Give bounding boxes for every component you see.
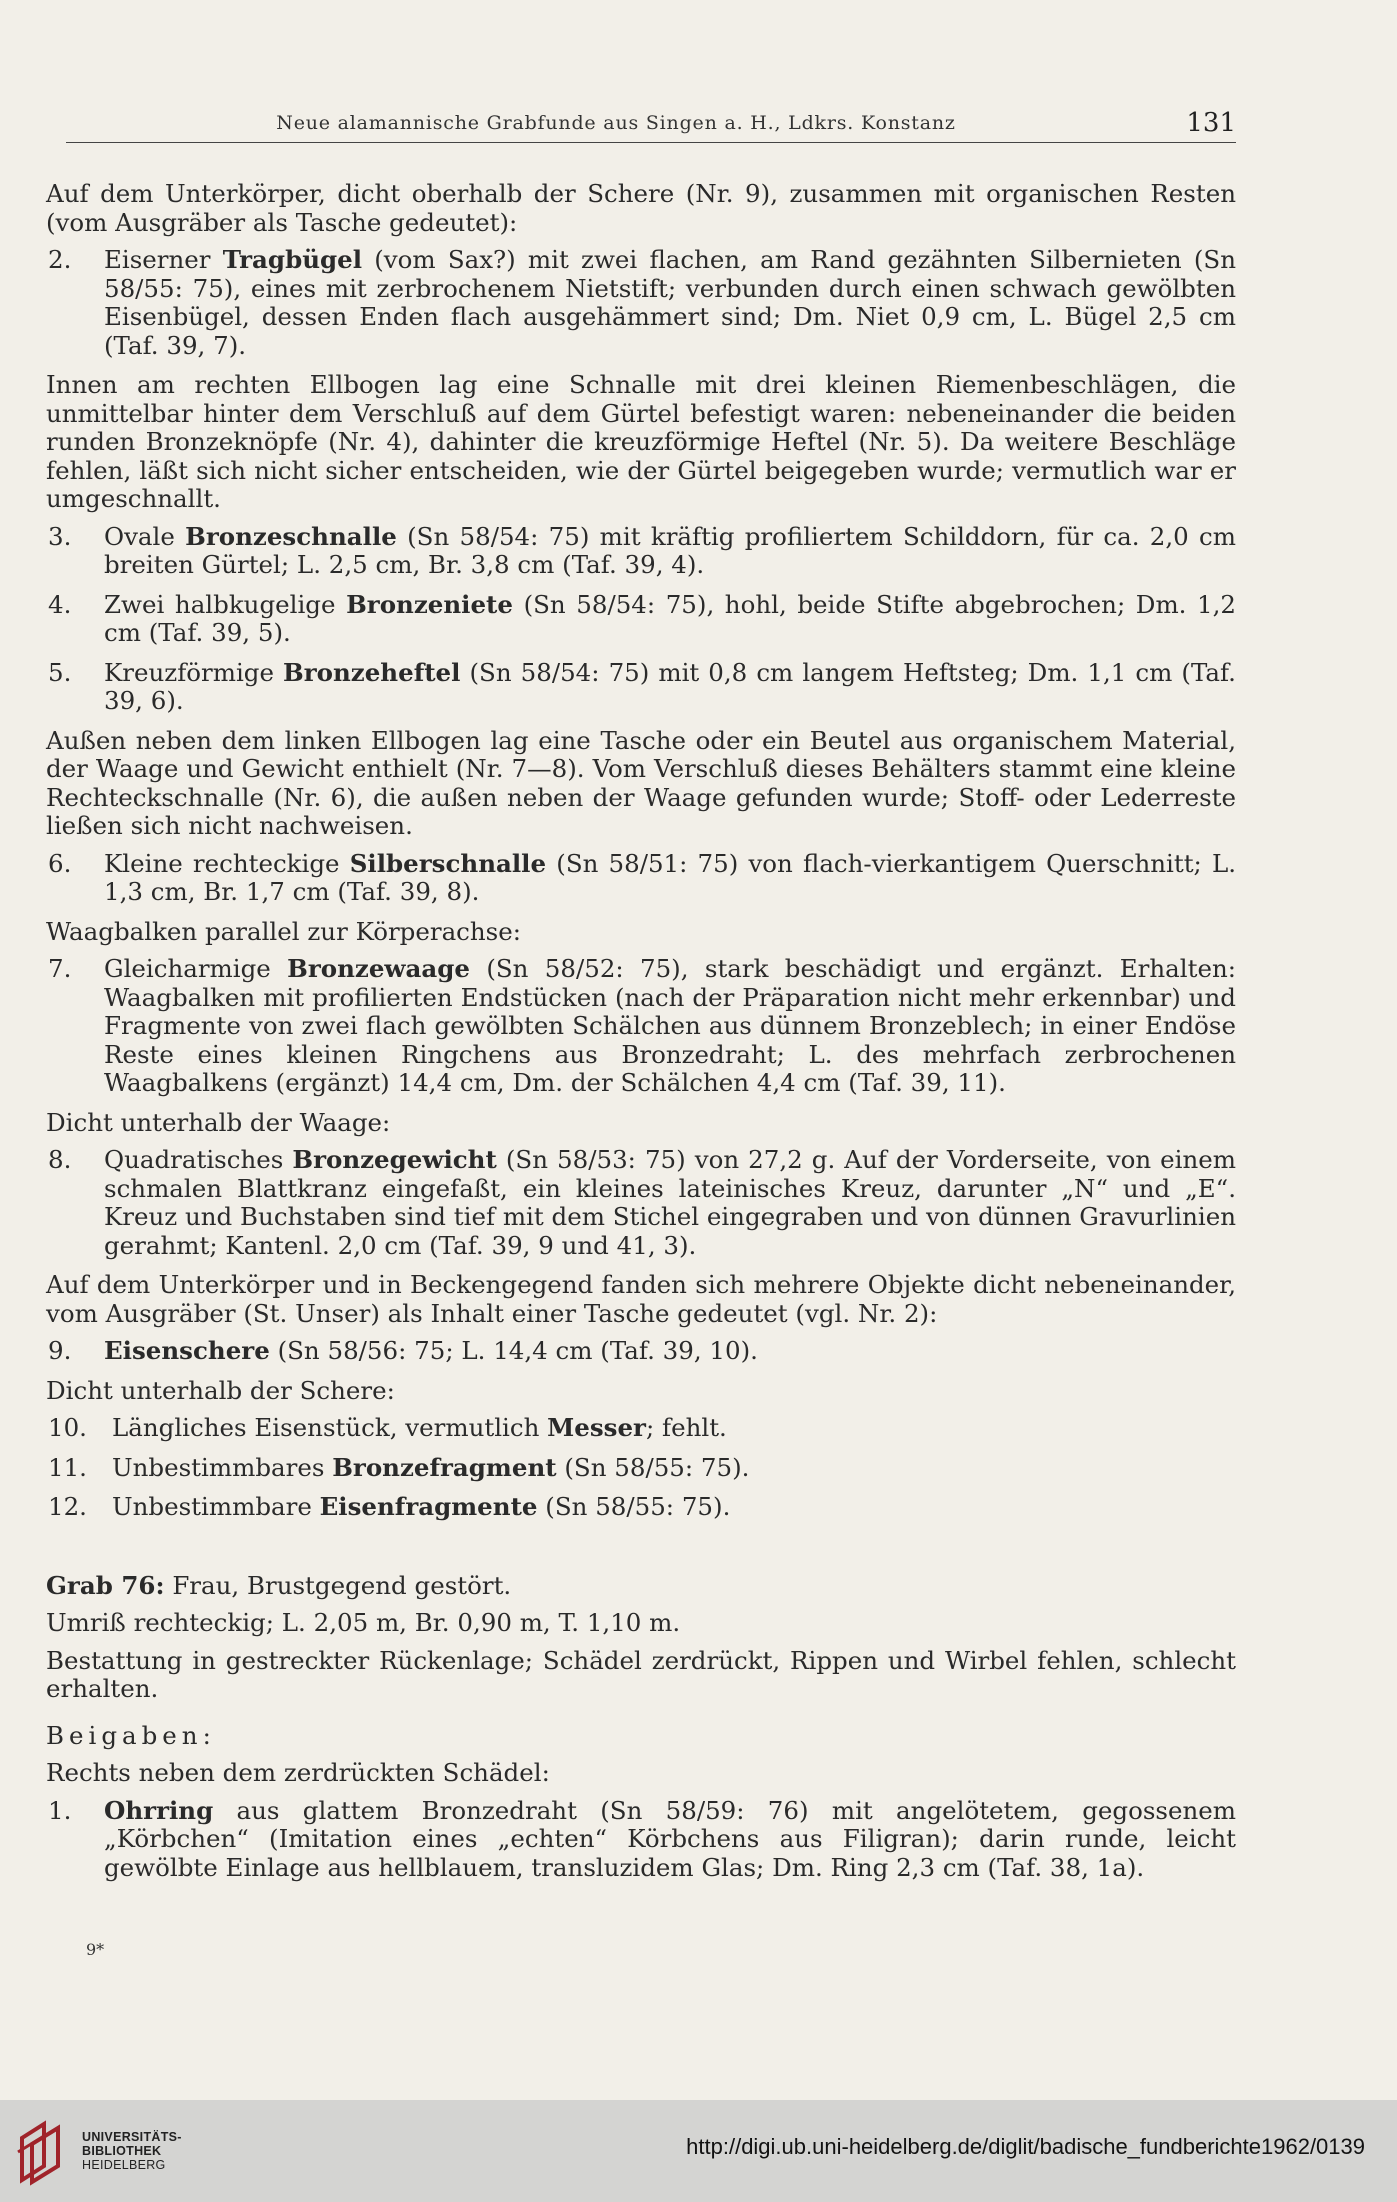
item-text: (Sn 58/53: 75) von 27,2 g. Auf der Vorderseite, von einem schmalen Blattkranz eingefaßt, ein kleines lateinisches Kreuz, darunter „N“ und „E“. Kreuz und Buchstaben sind tief mit dem Stichel eingegraben und von dünnen Gravurlinien gerahmt; Kantenl. 2,0 cm (Taf. 39, 9 und 41, 3). [104, 1145, 1236, 1260]
list-item [46, 955, 1236, 1098]
list-item [46, 1146, 1236, 1260]
list-item [46, 1337, 1236, 1366]
digitization-footer [0, 2100, 1397, 2202]
item-text: Quadratisches [104, 1145, 284, 1174]
list-item [46, 591, 1236, 648]
library-name [82, 2130, 182, 2172]
paragraph: Dicht unterhalb der Schere: [46, 1375, 395, 1405]
list-item [46, 523, 1236, 580]
list-item [46, 1414, 1236, 1443]
item-term: Bronzefragment [332, 1452, 557, 1482]
item-term: Bronzeniete [346, 589, 513, 619]
paragraph: Innen am rechten Ellbogen lag eine Schnalle mit drei kleinen Riemenbeschlägen, die unmittelbar hinter dem Verschluß auf dem Gürtel befestigt waren: nebeneinander die beiden runden Bronzeknöpfe (Nr. 4), dahinter die kreuzförmige Heftel (Nr. 5). Da weitere Beschläge fehlen, läßt sich nicht sicher entscheiden, wie der Gürtel beigegeben wurde; vermutlich war er umgeschnallt. [46, 370, 1236, 513]
item-text: ; fehlt. [645, 1413, 727, 1442]
section-label: Beigaben: [46, 1720, 216, 1750]
item-text: Längliches Eisenstück, vermutlich [112, 1413, 540, 1442]
item-text: Unbestimmbares [112, 1452, 325, 1482]
item-text: (Sn 58/55: 75). [564, 1452, 750, 1482]
item-text: Eiserner [104, 245, 211, 274]
list-item [46, 246, 1236, 360]
item-number: 11. [48, 1452, 87, 1482]
item-text: Ovale [104, 521, 175, 551]
list-item [46, 1797, 1236, 1883]
library-name-line: BIBLIOTHEK [82, 2144, 162, 2158]
paragraph: Auf dem Unterkörper und in Beckengegend fanden sich mehrere Objekte dicht nebeneinander, vom Ausgräber (St. Unser) als Inhalt einer Tasche gedeutet (vgl. Nr. 2): [46, 1270, 1236, 1328]
printer-signature: 9* [86, 1940, 105, 1959]
grave-title: Grab 76: [46, 1570, 165, 1600]
source-url[interactable]: http://digi.ub.uni-heidelberg.de/diglit/badische_fundberichte1962/0139 [686, 2134, 1365, 2159]
page-number: 131 [1186, 108, 1236, 138]
library-name-line: HEIDELBERG [82, 2158, 166, 2172]
item-number: 3. [48, 521, 72, 551]
page-header [66, 102, 1236, 143]
item-term: Bronzewaage [287, 954, 470, 983]
item-number: 4. [48, 589, 72, 619]
list-item [46, 1454, 1236, 1483]
item-term: Bronzeheftel [283, 657, 461, 687]
item-text: Zwei halbkugelige [104, 589, 336, 619]
item-text: Gleicharmige [104, 954, 271, 983]
item-term: Bronzeschnalle [185, 521, 397, 551]
item-term: Eisenschere [104, 1336, 270, 1365]
list-item [46, 659, 1236, 716]
item-term: Bronzegewicht [292, 1145, 497, 1174]
paragraph: Dicht unterhalb der Waage: [46, 1107, 391, 1137]
item-text: (Sn 58/51: 75) von flach-vierkantigem Querschnitt; L. 1,3 cm, Br. 1,7 cm (Taf. 39, 8). [104, 848, 1237, 906]
item-text: aus glattem Bronzedraht (Sn 58/59: 76) mit angelötetem, gegossenem „Körbchen“ (Imitation eines „echten“ Körbchens aus Filigran); darin runde, leicht gewölbte Einlage aus hellblauem, transluzidem Glas; Dm. Ring 2,3 cm (Taf. 38, 1a). [104, 1795, 1236, 1882]
item-text: Kleine rechteckige [104, 848, 340, 878]
item-number: 6. [48, 848, 72, 878]
library-logo-icon [14, 2116, 70, 2186]
item-number: 8. [48, 1145, 72, 1174]
item-text: (vom Sax?) mit zwei flachen, am Rand gezähnten Silbernieten (Sn 58/55: 75), eines mit zerbrochenem Nietstift; verbunden durch einen schwach gewölbten Eisenbügel, dessen Enden flach ausgehämmert sind; Dm. Niet 0,9 cm, L. Bügel 2,5 cm (Taf. 39, 7). [104, 245, 1236, 360]
paragraph: Umriß rechteckig; L. 2,05 m, Br. 0,90 m, T. 1,10 m. [46, 1608, 681, 1637]
item-number: 12. [48, 1492, 87, 1521]
item-text: (Sn 58/55: 75). [545, 1492, 731, 1521]
item-term: Eisenfragmente [319, 1492, 538, 1521]
running-title: Neue alamannische Grabfunde aus Singen a. H., Ldkrs. Konstanz [276, 112, 956, 134]
item-text: (Sn 58/54: 75) mit 0,8 cm langem Heftsteg; Dm. 1,1 cm (Taf. 39, 6). [104, 657, 1236, 715]
item-text: Kreuzförmige [104, 657, 274, 687]
item-text: (Sn 58/56: 75; L. 14,4 cm (Taf. 39, 10). [277, 1336, 758, 1365]
item-number: 10. [48, 1413, 87, 1442]
paragraph: Außen neben dem linken Ellbogen lag eine Tasche oder ein Beutel aus organischem Material, der Waage und Gewicht enthielt (Nr. 7—8). Vom Verschluß dieses Behälters stammt eine kleine Rechteckschnalle (Nr. 6), die außen neben der Waage gefunden wurde; Stoff- oder Lederreste ließen sich nicht nachweisen. [46, 725, 1236, 840]
grave-description: Frau, Brustgegend gestört. [172, 1570, 512, 1600]
item-term: Silberschnalle [349, 848, 547, 878]
list-item [46, 850, 1236, 907]
item-number: 1. [48, 1795, 72, 1825]
item-text: (Sn 58/54: 75), hohl, beide Stifte abgebrochen; Dm. 1,2 cm (Taf. 39, 5). [104, 589, 1237, 647]
item-text: (Sn 58/54: 75) mit kräftig profiliertem Schilddorn, für ca. 2,0 cm breiten Gürtel; L. 2,5 cm, Br. 3,8 cm (Taf. 39, 4). [104, 521, 1236, 579]
paragraph: Auf dem Unterkörper, dicht oberhalb der Schere (Nr. 9), zusammen mit organischen Resten (vom Ausgräber als Tasche gedeutet): [46, 179, 1236, 237]
body-text [46, 180, 1236, 1893]
grave-heading [46, 1572, 1236, 1601]
list-item [46, 1493, 1236, 1522]
paragraph: Bestattung in gestreckter Rückenlage; Schädel zerdrückt, Rippen und Wirbel fehlen, schlecht erhalten. [46, 1645, 1236, 1703]
item-text: Unbestimmbare [112, 1492, 312, 1521]
library-name-line: UNIVERSITÄTS- [82, 2130, 182, 2144]
item-term: Messer [547, 1413, 646, 1442]
item-number: 9. [48, 1336, 72, 1365]
paragraph: Waagbalken parallel zur Körperachse: [46, 916, 522, 946]
item-number: 2. [48, 245, 72, 274]
item-number: 7. [48, 954, 72, 983]
item-text: (Sn 58/52: 75), stark beschädigt und ergänzt. Erhalten: Waagbalken mit profilierten Endstücken (nach der Präparation nicht mehr erkennbar) und Fragmente von zwei flach gewölbten Schälchen aus dünnem Bronzeblech; in einer Endöse Reste eines kleinen Ringchens aus Bronzedraht; L. des mehrfach zerbrochenen Waagbalkens (ergänzt) 14,4 cm, Dm. der Schälchen 4,4 cm (Taf. 39, 11). [104, 954, 1236, 1097]
paragraph: Rechts neben dem zerdrückten Schädel: [46, 1758, 550, 1787]
item-number: 5. [48, 657, 72, 687]
item-term: Ohrring [104, 1795, 214, 1825]
item-term: Tragbügel [222, 245, 363, 274]
